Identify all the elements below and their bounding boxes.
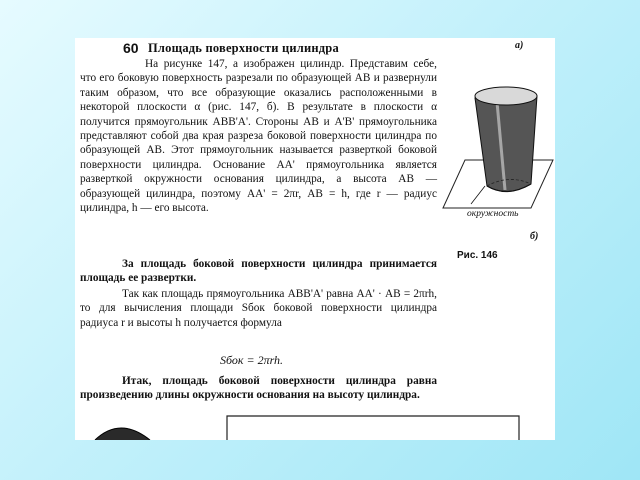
paragraph-derivation-text: Так как площадь прямоугольника АВВ'А' равна АА' · АВ = 2πrh, то для вычисления площади Sбок боковой поверхности цилиндра радиуса r и высоты h получается формула (80, 288, 437, 329)
bottom-figure-fragment (95, 428, 150, 440)
paragraph-conclusion-text: Итак, площадь боковой поверхности цилиндра равна произведению длины окружности основания на высоту цилиндра. (80, 375, 437, 402)
section-number: 60 (123, 40, 139, 56)
paragraph-derivation (80, 287, 437, 330)
figure-label-a: а) (515, 40, 524, 51)
cylinder-top (475, 87, 537, 105)
bottom-box-fragment (227, 416, 519, 440)
paragraph-definition (80, 257, 437, 286)
paragraph-conclusion (80, 374, 437, 403)
figure-caption: Рис. 146 (457, 250, 498, 261)
textbook-page (75, 38, 555, 440)
formula-lateral-area: Sбок = 2πrh. (220, 353, 284, 367)
section-title: Площадь поверхности цилиндра (148, 41, 339, 55)
figure-label-b: б) (530, 231, 539, 242)
cylinder-figure (435, 58, 555, 218)
bottom-fragment (75, 408, 555, 440)
paragraph-intro (80, 57, 437, 215)
paragraph-definition-text: За площадь боковой поверхности цилиндра принимается площадь ее развертки. (80, 258, 437, 285)
paragraph-intro-text: На рисунке 147, а изображен цилиндр. Представим себе, что его боковую поверхность разрезали по образующей АВ и развернули таким образом, что все образующие оказались расположенными в некоторой плоскости α (рис. 147, б). В результате в плоскости α получится прямоугольник АВВ'А'. Стороны АВ и А'В' прямоугольника представляют собой два края разреза боковой поверхности цилиндра по образующей АВ. Этот прямоугольник называется разверткой боковой поверхности цилиндра. Основание АА' прямоугольника является разверткой окружности основания цилиндра, а высота АВ — образующей цилиндра, поэтому АА' = 2πr, АВ = h, где r — радиус цилиндра, h — его высота. (80, 58, 437, 215)
circle-label: окружность (467, 209, 519, 219)
